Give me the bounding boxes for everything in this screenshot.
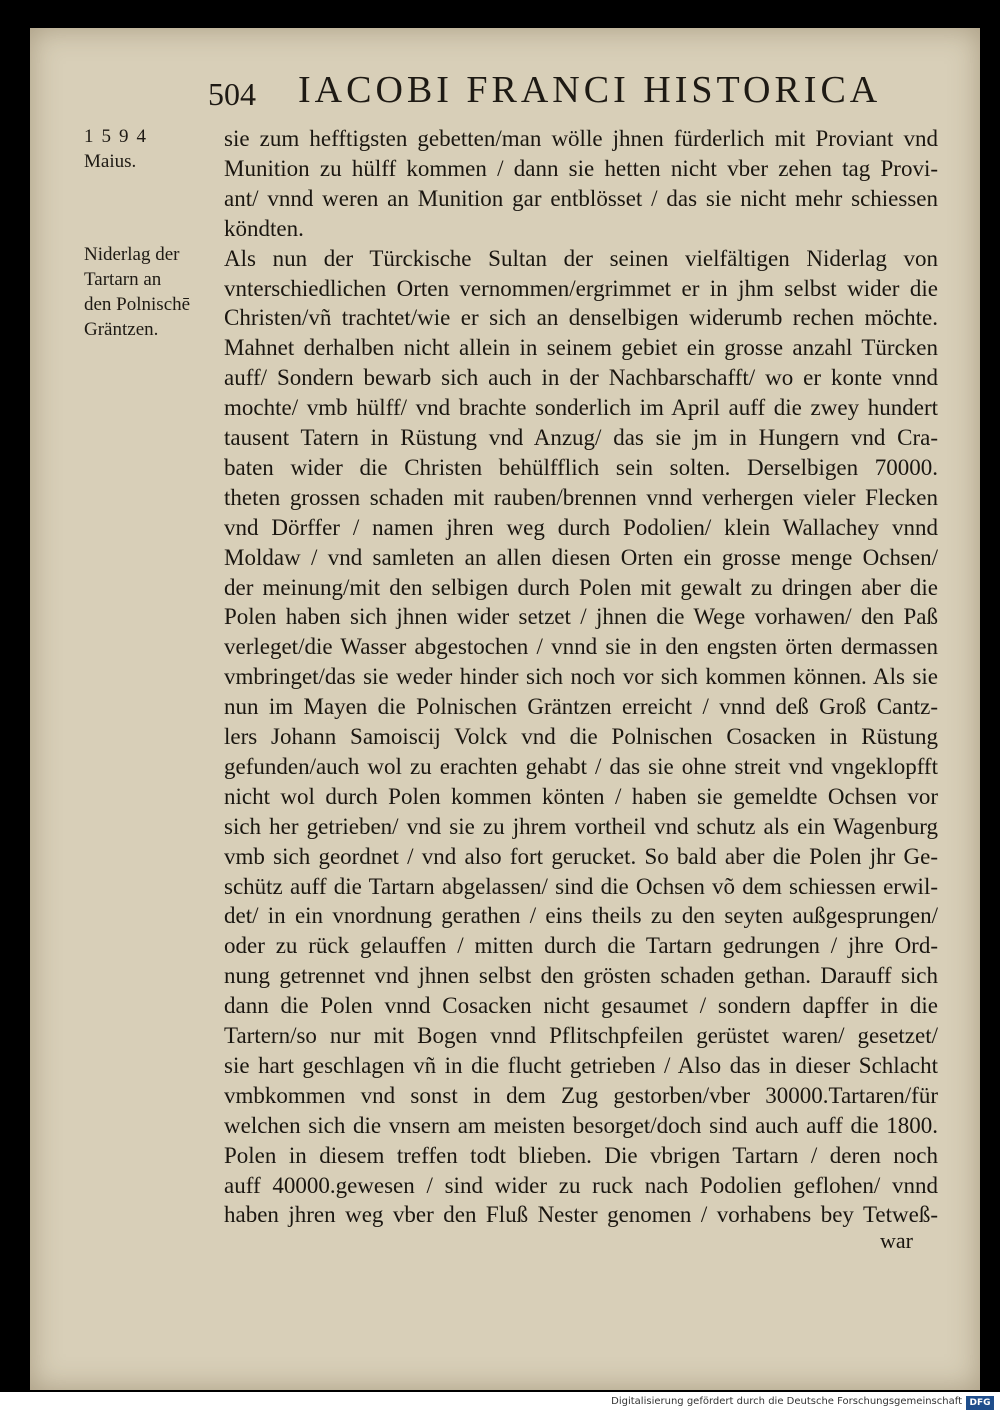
text-line: mochte/ vmb hülff/ vnd brachte sonderlich im April auff die zwey hundert bbox=[224, 395, 938, 421]
text-line: haben jhren weg vber den Fluß Nester genomen / vorhabens bey Tetweß- bbox=[224, 1202, 938, 1228]
text-line: vmb sich geordnet / vnd also fort gerucket. So bald aber die Polen jhr Ge- bbox=[224, 843, 938, 869]
text-line: dann die Polen vnnd Cosacken nicht gesaumet / sondern dapffer in die bbox=[224, 993, 938, 1019]
running-title: IACOBI FRANCI HISTORICA bbox=[298, 69, 882, 111]
page-number: 504 bbox=[208, 76, 256, 112]
text-line: der meinung/mit den selbigen durch Polen mit gewalt zu dringen aber die bbox=[224, 574, 938, 600]
text-line: Moldaw / vnd samleten an allen diesen Orten ein grosse menge Ochsen/ bbox=[224, 544, 938, 570]
text-line: verleget/die Wasser abgestochen / vnnd sie in den engsten örten dermassen bbox=[224, 634, 938, 660]
text-line: ant/ vnnd weren an Munition gar entblösset / das sie nicht mehr schiessen bbox=[224, 185, 938, 211]
text-line: sie zum hefftigsten gebetten/man wölle jhnen fürderlich mit Proviant vnd bbox=[224, 126, 938, 151]
margin-note-line: Gräntzen. bbox=[84, 319, 159, 340]
margin-month: Maius. bbox=[84, 151, 137, 172]
text-line: lers Johann Samoiscij Volck vnd die Polnischen Cosacken in Rüstung bbox=[224, 724, 938, 749]
text-line: gefunden/auch wol zu erachten gehabt / das sie ohne streit vnd vngeklopfft bbox=[224, 753, 938, 779]
text-line: Tartern/so nur mit Bogen vnnd Pflitschpfeilen gerüstet waren/ gesetzet/ bbox=[224, 1023, 938, 1048]
dfg-logo: DFG bbox=[966, 1396, 994, 1410]
text-line: Polen in diesem treffen todt blieben. Die vbrigen Tartarn / deren noch bbox=[224, 1142, 938, 1168]
text-line: tausent Tatern in Rüstung vnd Anzug/ das sie jm in Hungern vnd Cra- bbox=[224, 425, 938, 450]
footer-credit: Digitalisierung gefördert durch die Deutsche Forschungsgemeinschaft bbox=[611, 1396, 962, 1407]
text-line: schütz auff die Tartarn abgelassen/ sind die Ochsen võ dem schiessen erwil- bbox=[224, 873, 938, 899]
text-line: köndten. bbox=[224, 215, 304, 241]
text-line: vmbringet/das sie weder hinder sich noch vor sich kommen können. Als sie bbox=[224, 664, 938, 690]
text-line: auff/ Sondern bewarb sich auch in der Nachbarschafft/ wo er konte vnnd bbox=[224, 365, 938, 391]
text-line: nun im Mayen die Polnischen Gräntzen erreicht / vnnd deß Groß Cantz- bbox=[224, 694, 938, 720]
text-line: welchen sich die vnsern am meisten besorget/doch sind auch auff die 1800. bbox=[224, 1112, 938, 1138]
text-line: Als nun der Türckische Sultan der seinen vielfältigen Niderlag von bbox=[224, 245, 938, 271]
text-line: nung getrennet vnd jhnen selbst den grösten schaden gethan. Darauff sich bbox=[224, 963, 938, 989]
text-line: Christen/vñ trachtet/wie er sich an denselbigen widerumb rechen möchte. bbox=[224, 305, 938, 331]
margin-note bbox=[84, 242, 234, 342]
text-line: Polen haben sich jhnen wider setzet / jhnen die Wege vorhawen/ den Paß bbox=[224, 604, 938, 630]
text-line: sie hart geschlagen vñ in die flucht getrieben / Also das in dieser Schlacht bbox=[224, 1052, 938, 1078]
margin-date bbox=[84, 124, 234, 174]
text-line: sich her getrieben/ vnd sie zu jhrem vortheil vnd schutz als ein Wagenburg bbox=[224, 813, 938, 839]
text-line: auff 40000.gewesen / sind wider zu ruck nach Podolien geflohen/ vnnd bbox=[224, 1172, 938, 1198]
text-line: vnd Dörffer / namen jhren weg durch Podolien/ klein Wallachey vnnd bbox=[224, 514, 938, 540]
text-line: baten wider die Christen behülfflich sein solten. Derselbigen 70000. bbox=[224, 454, 938, 480]
footer-bar bbox=[0, 1392, 1000, 1415]
text-line: vmbkommen vnd sonst in dem Zug gestorben/vber 30000.Tartaren/für bbox=[224, 1082, 938, 1108]
text-line: theten grossen schaden mit rauben/brennen vnnd verhergen vieler Flecken bbox=[224, 484, 938, 510]
text-line: det/ in ein vnordnung gerathen / eins theils zu den seyten außgesprungen/ bbox=[224, 903, 938, 929]
margin-year: 1594 bbox=[84, 126, 154, 147]
text-line: vnterschiedlichen Orten vernommen/ergrimmet er in jhm selbst wider die bbox=[224, 275, 938, 301]
text-line: Mahnet derhalben nicht allein in seinem gebiet ein grosse anzahl Türcken bbox=[224, 335, 938, 361]
text-line: nicht wol durch Polen kommen könten / haben sie gemeldte Ochsen vor bbox=[224, 783, 938, 809]
margin-note-line: Tartarn an bbox=[84, 269, 162, 290]
text-line: Munition zu hülff kommen / dann sie hetten nicht vber zehen tag Provi- bbox=[224, 155, 938, 181]
margin-note-line: den Polnischē bbox=[84, 294, 191, 315]
catchword: war bbox=[880, 1228, 913, 1253]
text-line: oder zu rück gelauffen / mitten durch die Tartarn gedrungen / jhre Ord- bbox=[224, 933, 938, 959]
margin-note-line: Niderlag der bbox=[84, 244, 180, 265]
